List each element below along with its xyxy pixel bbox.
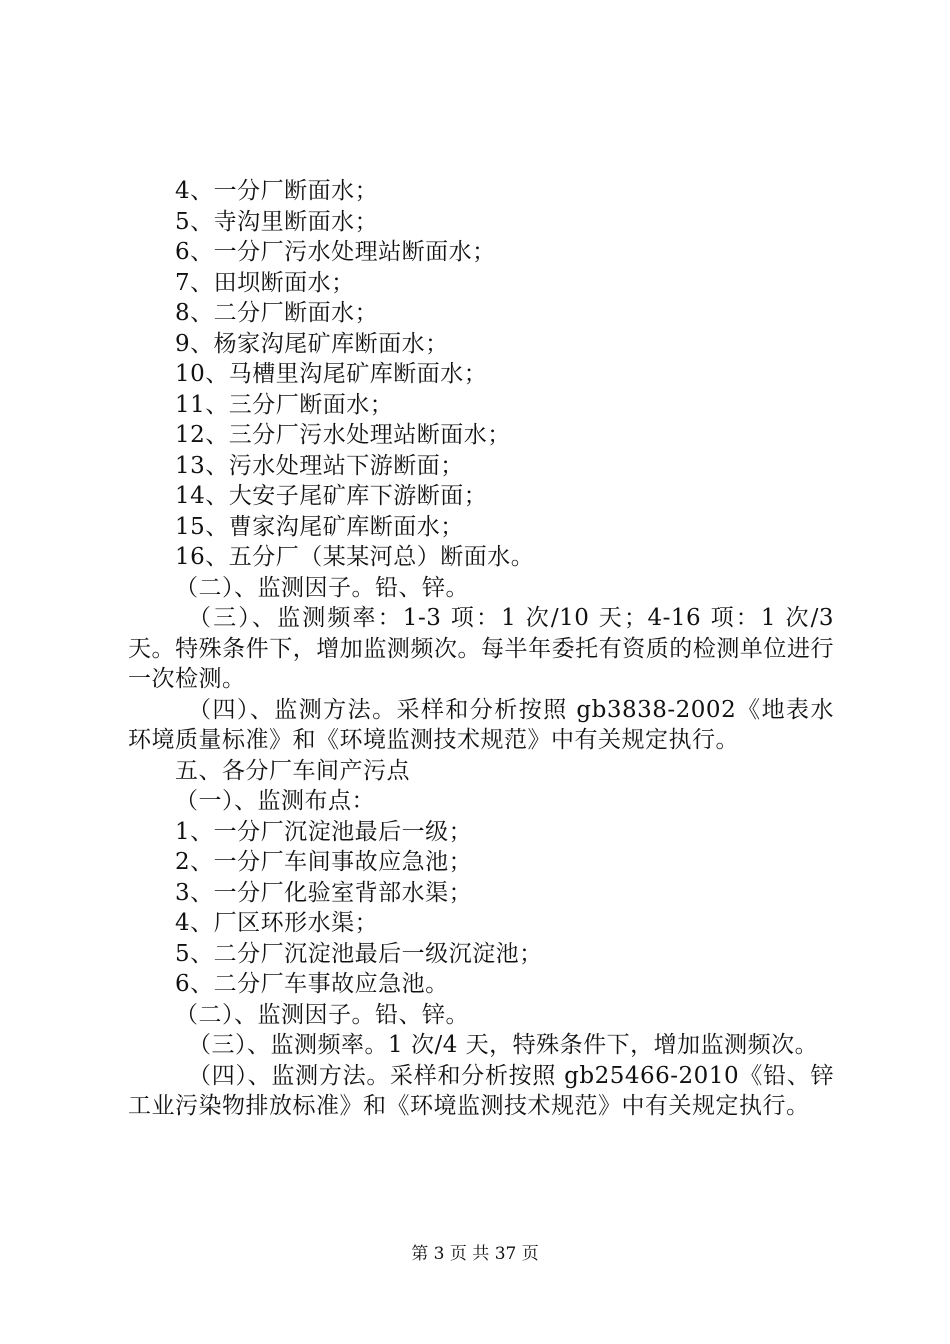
list-item: 5、二分厂沉淀池最后一级沉淀池； [175, 940, 543, 967]
list-item: 1、一分厂沉淀池最后一级； [175, 818, 473, 845]
paragraph-method-2: （四）、监测方法。采样和分析按照 gb25466-2010《铅、锌工业污染物排放标准》和《环境监测技术规范》中有关规定执行。 [128, 1062, 834, 1119]
section-heading: 五、各分厂车间产污点 [175, 757, 410, 784]
list-item: 12、三分厂污水处理站断面水； [175, 422, 511, 448]
list-item: 14、大安子尾矿库下游断面； [175, 483, 488, 509]
page-number-footer: 第 3 页 共 37 页 [411, 1244, 539, 1264]
paragraph-frequency: （三）、监测频率：1-3 项：1 次/10 天；4-16 项：1 次/3 天。特殊条件下，增加监测频次。每半年委托有资质的检测单位进行一次检测。 [128, 605, 834, 692]
list-item: 13、污水处理站下游断面； [175, 452, 464, 479]
list-item: 16、五分厂（某某河总）断面水。 [175, 544, 535, 570]
list-item: 6、一分厂污水处理站断面水； [175, 239, 496, 265]
list-item: 7、田坝断面水； [175, 269, 355, 296]
section-heading: （一）、监测布点： [175, 788, 375, 814]
section-heading: （二）、监测因子。铅、锌。 [175, 574, 469, 601]
list-item: 10、马槽里沟尾矿库断面水； [175, 361, 488, 387]
list-item: 8、二分厂断面水； [175, 300, 379, 326]
list-item: 15、曹家沟尾矿库断面水； [175, 513, 464, 540]
list-item: 4、厂区环形水渠； [175, 910, 379, 936]
list-item: 6、二分厂车事故应急池。 [175, 971, 449, 997]
paragraph-method: （四）、监测方法。采样和分析按照 gb3838-2002《地表水环境质量标准》和《环境监测技术规范》中有关规定执行。 [128, 696, 834, 753]
list-item: 11、三分厂断面水； [175, 391, 394, 418]
list-item: 2、一分厂车间事故应急池； [175, 849, 473, 875]
section-heading: （二）、监测因子。铅、锌。 [175, 1001, 469, 1028]
list-item: 5、寺沟里断面水； [175, 208, 379, 235]
list-item: 3、一分厂化验室背部水渠； [175, 879, 473, 906]
list-item: 9、杨家沟尾矿库断面水； [175, 330, 449, 357]
list-item: 4、一分厂断面水； [175, 178, 379, 204]
document-body [128, 176, 834, 1122]
paragraph-frequency-2: （三）、监测频率。1 次/4 天，特殊条件下，增加监测频次。 [188, 1032, 819, 1058]
